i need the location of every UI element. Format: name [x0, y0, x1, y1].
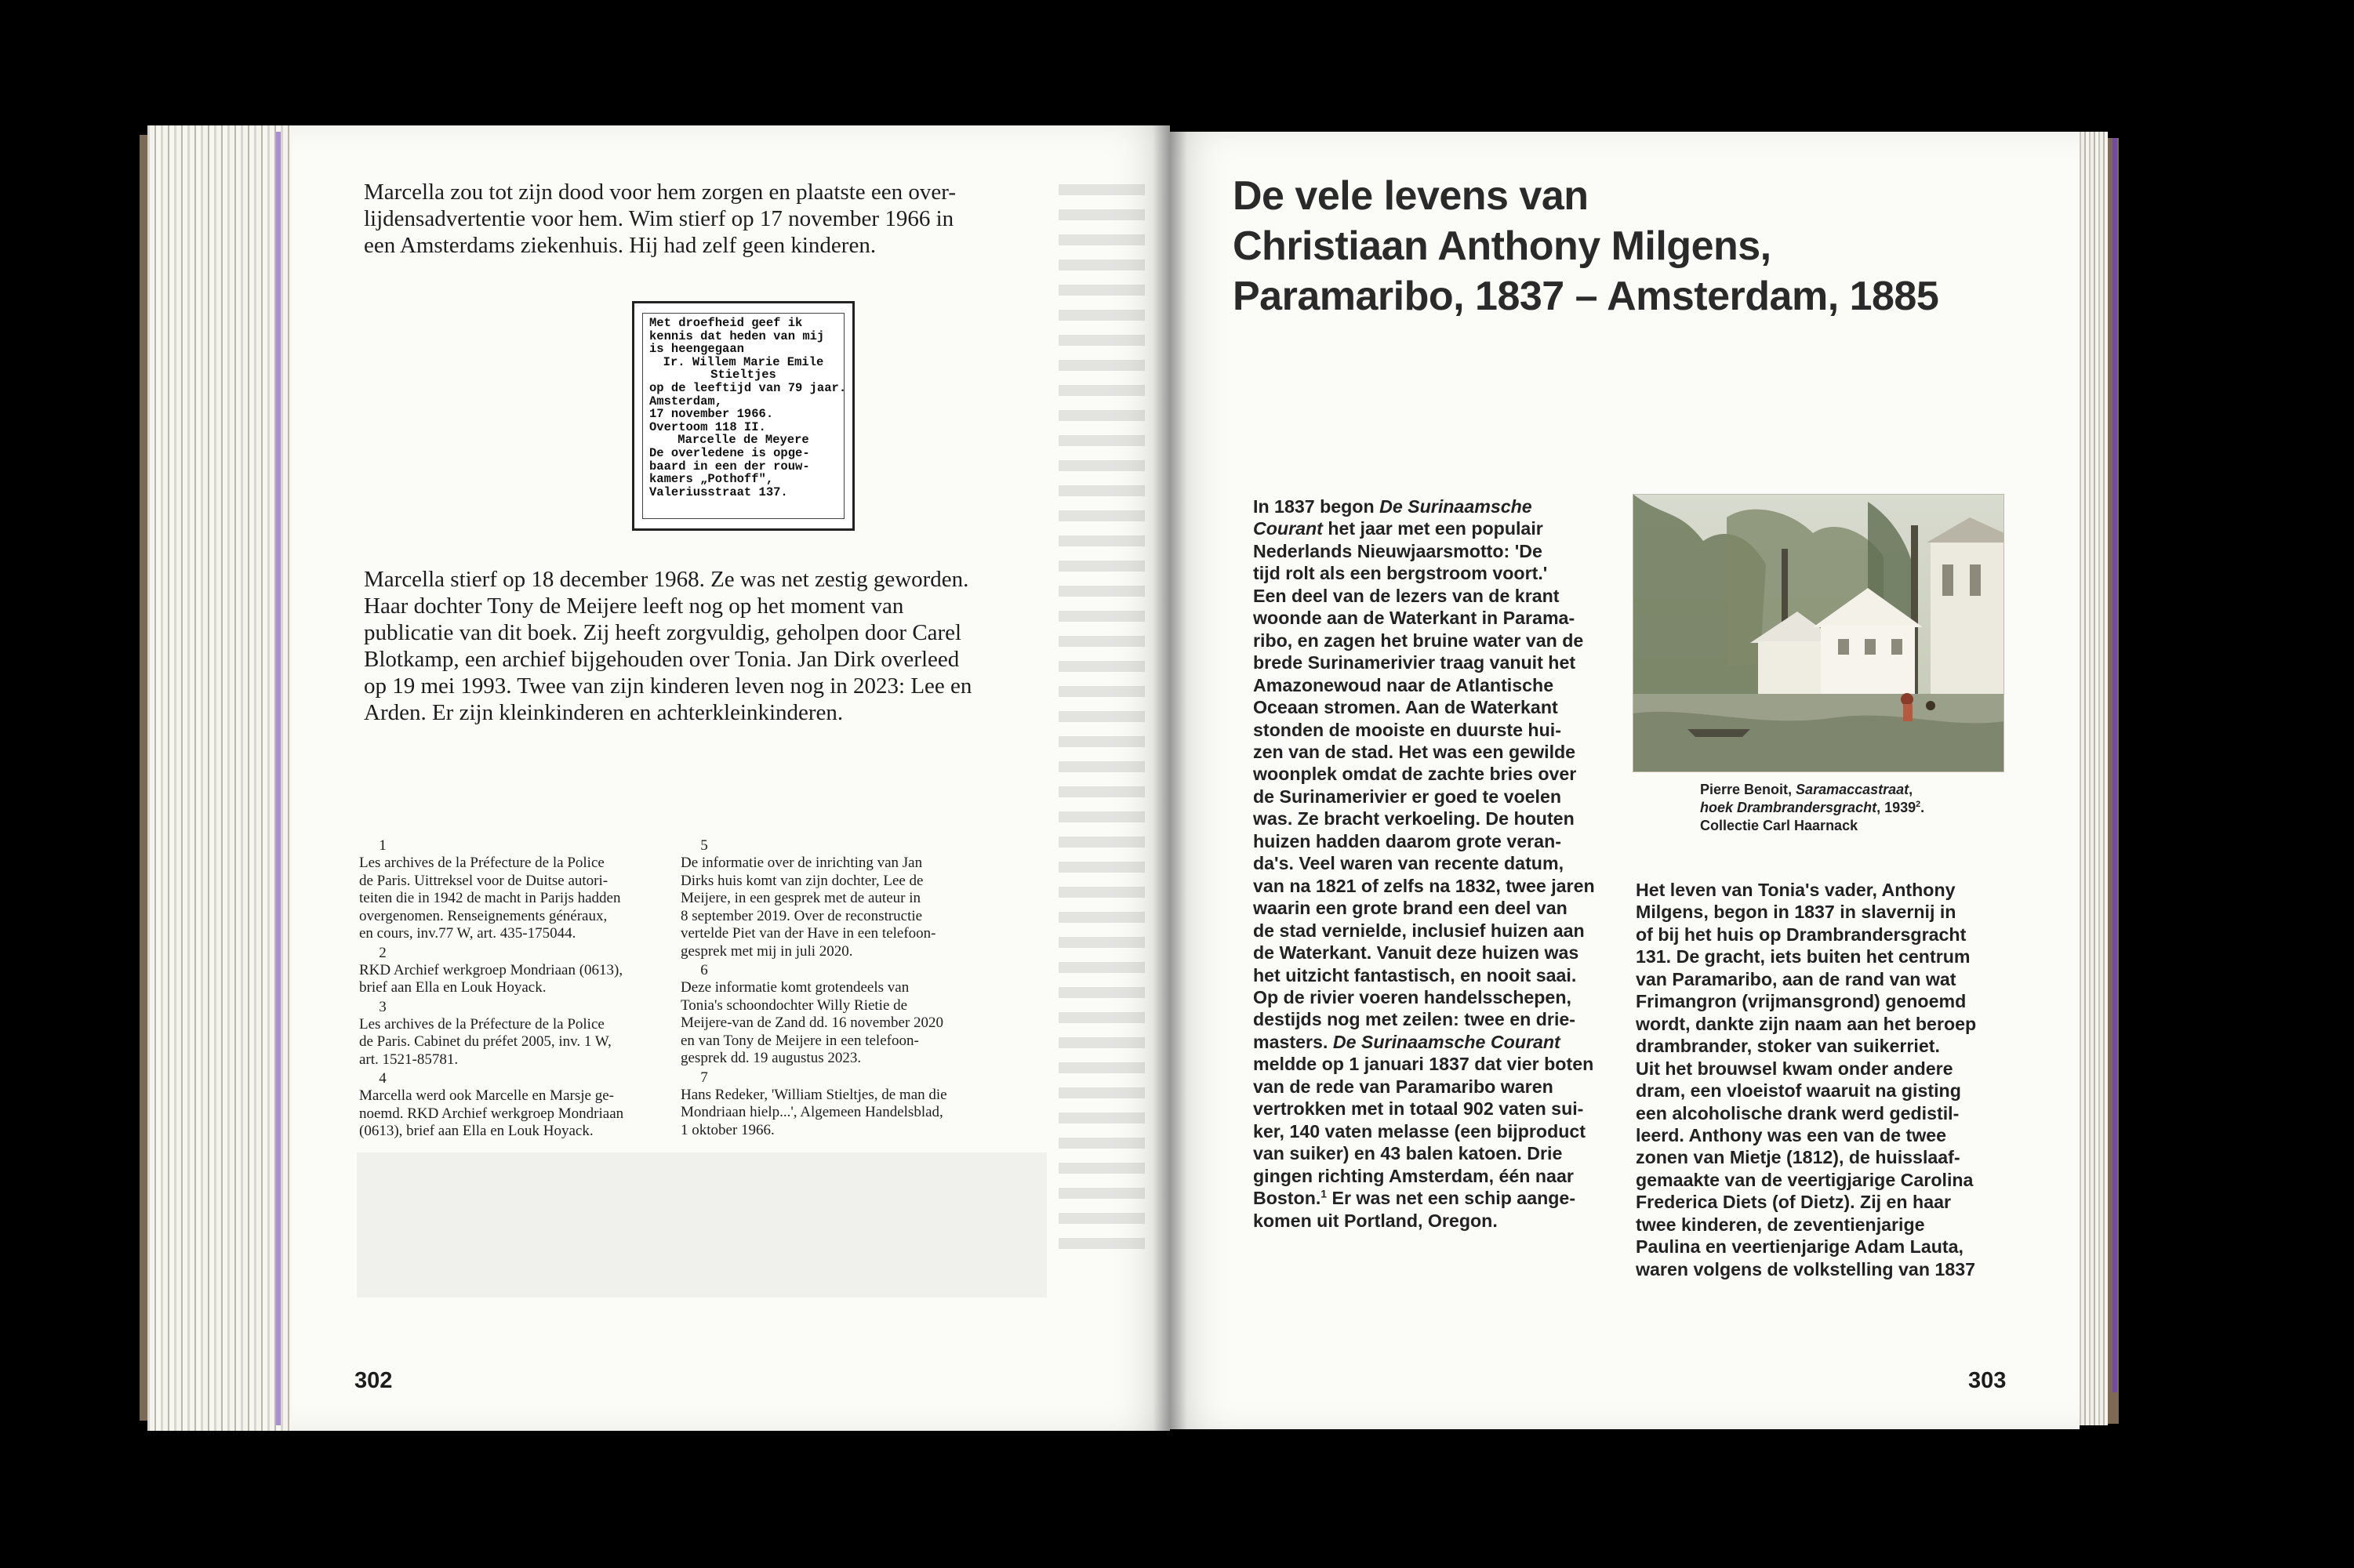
- left-body-text-top: Marcella zou tot zijn dood voor hem zorgen en plaatste een over- lijdensadvertentie voor hem. Wim stierf op 17 november 1966 in een Amsterdams ziekenhuis. Hij had zelf geen kinderen.: [364, 180, 957, 258]
- footnote: [681, 837, 1002, 960]
- text-line: wordt, dankte zijn naam aan het beroep: [1636, 1013, 1977, 1034]
- text-line: Boston.$^1$ Er was net een schip aange-: [1253, 1187, 1576, 1209]
- text-line: de Waterkant. Vanuit deze huizen was: [1253, 942, 1579, 964]
- footnote-text: Deze informatie komt grotendeels van Tonia's schoondochter Willy Rietie de Meijere-van de Zand dd. 16 november 2020 en van Tony de Meijere in een telefoon- gesprek dd. 19 augustus 2023.: [681, 979, 944, 1066]
- text-line: zonen van Mietje (1812), de huisslaaf-: [1636, 1147, 1960, 1168]
- clipping-line: Overtoom 118 II.: [649, 419, 766, 434]
- text-line: masters. De Surinaamsche Courant: [1253, 1031, 1560, 1052]
- text-line: een alcoholische drank werd gedistil-: [1636, 1102, 1960, 1123]
- text-line: leerd. Anthony was een van de twee: [1636, 1124, 1947, 1145]
- footnotes-column-2: [681, 837, 1002, 1141]
- text-line: vertrokken met in totaal 902 vaten sui-: [1253, 1098, 1584, 1120]
- text-line: of bij het huis op Drambrandersgracht: [1636, 924, 1967, 945]
- page-edges-left: [147, 125, 304, 1431]
- clipping-text: [642, 313, 845, 519]
- footnote-number: 7: [700, 1069, 708, 1086]
- text-line: woonplek omdat de zachte bries over: [1253, 764, 1577, 785]
- text-line: hoek Drambrandersgracht, 1939$^2$.: [1700, 800, 1925, 815]
- text-line: tijd rolt als een bergstroom voort.': [1253, 563, 1548, 584]
- text-line: waren volgens de volkstelling van 1837: [1636, 1258, 1976, 1279]
- text-line: Amazonewoud naar de Atlantische: [1253, 674, 1554, 695]
- text-line: huizen hadden daarom grote veran-: [1253, 830, 1561, 851]
- footnote-number: 4: [379, 1070, 387, 1087]
- footnote: [359, 1070, 681, 1141]
- text-line: zen van de stad. Het was een gewilde: [1253, 741, 1576, 762]
- text-line: van Paramaribo, aan de rand van wat: [1636, 968, 1956, 989]
- text-line: brede Surinamerivier traag vanuit het: [1253, 652, 1576, 673]
- text-line: de stad vernielde, inclusief huizen aan: [1253, 920, 1585, 941]
- clipping-line: kamers „Pothoff",: [649, 472, 774, 487]
- text-line: Nederlands Nieuwjaarsmotto: 'De: [1253, 540, 1542, 561]
- show-through-text: [1059, 184, 1145, 1250]
- text-line: gingen richting Amsterdam, één naar: [1253, 1165, 1574, 1186]
- page-edge-tint-right: [2112, 138, 2117, 1392]
- text-line: destijds nog met zeilen: twee en drie-: [1253, 1009, 1576, 1030]
- footnote: [681, 962, 1002, 1068]
- text-line: Oceaan stromen. Aan de Waterkant: [1253, 697, 1558, 718]
- footnote-text: Hans Redeker, 'William Stieltjes, de man die Mondriaan hielp...', Algemeen Handelsblad, 1 oktober 1966.: [681, 1086, 947, 1138]
- text-line: meldde op 1 januari 1837 dat vier boten: [1253, 1054, 1594, 1075]
- footnotes-column-1: [359, 837, 681, 1142]
- footnote-text: Les archives de la Préfecture de la Police de Paris. Cabinet du préfet 2005, inv. 1 W, art. 1521-85781.: [359, 1015, 612, 1068]
- text-line: woonde aan de Waterkant in Parama-: [1253, 608, 1575, 629]
- clipping-line: kennis dat heden van mij: [649, 328, 825, 343]
- clipping-line: Marcelle de Meyere: [678, 433, 809, 448]
- book-gutter: [1153, 125, 1187, 1431]
- text-line: Frederica Diets (of Dietz). Zij en haar: [1636, 1192, 1952, 1213]
- illustration-drawing: [1633, 494, 2004, 772]
- text-line: Frimangron (vrijmansgrond) genoemd: [1636, 991, 1967, 1012]
- show-through-image: [357, 1152, 1047, 1298]
- text-line: 131. De gracht, iets buiten het centrum: [1636, 946, 1971, 967]
- clipping-line: Stieltjes: [710, 368, 776, 383]
- footnote: [359, 999, 681, 1069]
- text-line: Het leven van Tonia's vader, Anthony: [1636, 880, 1956, 900]
- clipping-line: Amsterdam,: [649, 394, 723, 408]
- clipping-line: Valeriusstraat 137.: [649, 485, 788, 499]
- clipping-line: 17 november 1966.: [649, 407, 774, 422]
- text-line: van de rede van Paramaribo waren: [1253, 1076, 1553, 1097]
- text-line: dram, een vloeistof waaruit na gisting: [1636, 1080, 1961, 1102]
- footnote-text: Marcella werd ook Marcelle en Marsje ge- noemd. RKD Archief werkgroep Mondriaan (0613), brief aan Ella en Louk Hoyack.: [359, 1087, 624, 1139]
- text-line: Uit het brouwsel kwam onder andere: [1636, 1058, 1953, 1079]
- footnote: [359, 837, 681, 943]
- clipping-line: is heengegaan: [649, 342, 744, 357]
- text-line: was. Ze bracht verkoeling. De houten: [1253, 808, 1575, 829]
- clipping-line: De overledene is opge-: [649, 445, 810, 460]
- text-column-left: [1253, 495, 1595, 1232]
- text-line: waarin een grote brand een deel van: [1253, 898, 1568, 919]
- text-line: Paulina en veertienjarige Adam Lauta,: [1636, 1236, 1963, 1258]
- obituary-clipping: [632, 301, 855, 531]
- left-body-text-bottom: Marcella stierf op 18 december 1968. Ze was net zestig geworden. Haar dochter Tony de Meijere leeft nog op het moment van publicatie van dit boek. Zij heeft zorgvuldig, geholpen door Carel Blotkamp, een archief bijgehouden over Tonia. Jan Dirk overleed op 19 mei 1993. Twee van zijn kinderen leven nog in 2023: Lee en Arden. Er zijn kleinkinderen en achterkleinkinderen.: [364, 567, 972, 725]
- text-line: het uitzicht fantastisch, en nooit saai.: [1253, 964, 1577, 985]
- text-line: de Surinamerivier er goed te voelen: [1253, 786, 1562, 807]
- text-line: gemaakte van de veertigjarige Carolina: [1636, 1169, 1974, 1190]
- footnote-number: 1: [379, 837, 387, 854]
- text-line: stonden de mooiste en duurste hui-: [1253, 719, 1561, 740]
- illustration-saramaccastraat: [1633, 494, 2004, 772]
- text-line: Een deel van de lezers van de krant: [1253, 585, 1560, 606]
- clipping-line: Ir. Willem Marie Emile: [663, 354, 824, 369]
- footnote-number: 5: [700, 837, 708, 854]
- page-number-right: 303: [1968, 1368, 2007, 1393]
- clipping-line: Met droefheid geef ik: [649, 316, 803, 330]
- text-line: Pierre Benoit, Saramaccastraat,: [1700, 782, 1913, 797]
- text-line: twee kinderen, de zeventienjarige: [1636, 1214, 1925, 1235]
- text-line: van suiker) en 43 balen katoen. Drie: [1253, 1143, 1563, 1164]
- footnote-text: Les archives de la Préfecture de la Police de Paris. Uittreksel voor de Duitse autori- teiten die in 1942 de macht in Parijs hadden overgenomen. Renseignements généraux, en cours, inv.77 W, art. 435-175044.: [359, 855, 621, 942]
- text-line: Op de rivier voeren handelsschepen,: [1253, 986, 1571, 1007]
- text-line: Milgens, begon in 1837 in slavernij in: [1636, 902, 1956, 923]
- page-number-left: 302: [354, 1368, 393, 1393]
- footnote-number: 2: [379, 944, 387, 961]
- text-line: ribo, en zagen het bruine water van de: [1253, 630, 1584, 651]
- text-column-right: [1636, 879, 1976, 1280]
- text-line: Courant het jaar met een populair: [1253, 518, 1543, 539]
- clipping-line: op de leeftijd van 79 jaar.: [649, 380, 847, 395]
- text-line: da's. Veel waren van recente datum,: [1253, 853, 1564, 874]
- text-line: van na 1821 of zelfs na 1832, twee jaren: [1253, 875, 1595, 896]
- text-line: drambrander, stoker van suikerriet.: [1636, 1036, 1940, 1057]
- page-edges-right: [2076, 132, 2108, 1425]
- footnote-number: 6: [700, 962, 708, 978]
- text-line: In 1837 begon De Surinaamsche: [1253, 496, 1532, 517]
- page-edge-tint-left: [276, 132, 281, 1425]
- footnote-text: RKD Archief werkgroep Mondriaan (0613), brief aan Ella en Louk Hoyack.: [359, 961, 623, 996]
- text-line: Collectie Carl Haarnack: [1700, 818, 1858, 833]
- footnote: [681, 1069, 1002, 1140]
- footnote-number: 3: [379, 998, 387, 1015]
- footnote: [359, 945, 681, 997]
- clipping-line: baard in een der rouw-: [649, 459, 810, 474]
- chapter-title: De vele levens van Christiaan Anthony Milgens, Paramaribo, 1837 – Amsterdam, 1885: [1233, 173, 1939, 319]
- footnote-text: De informatie over de inrichting van Jan Dirks huis komt van zijn dochter, Lee de Meijere, in een gesprek met de auteur in 8 september 2019. Over de reconstructie vertelde Piet van der Have in een telefoon- gesprek met mij in juli 2020.: [681, 855, 936, 960]
- text-line: ker, 140 vaten melasse (een bijproduct: [1253, 1120, 1586, 1142]
- text-line: komen uit Portland, Oregon.: [1253, 1210, 1498, 1231]
- illustration-caption: [1700, 781, 1924, 835]
